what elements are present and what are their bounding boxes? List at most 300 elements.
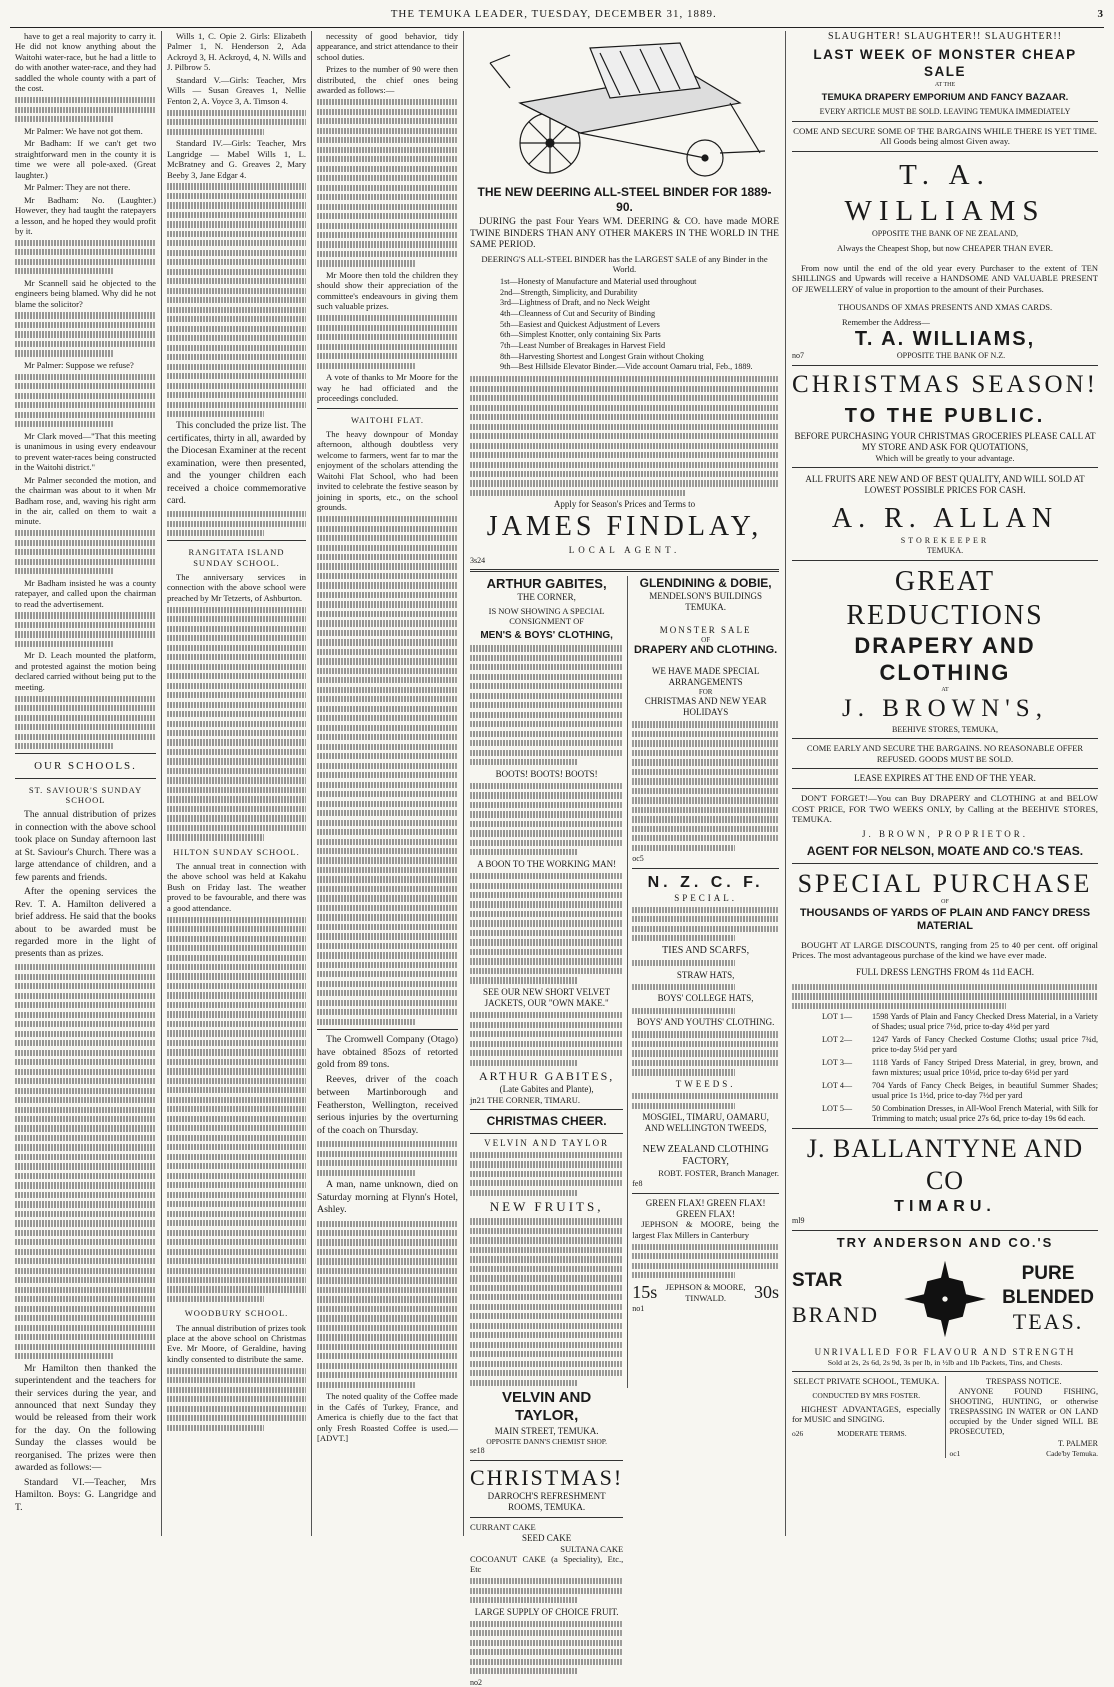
text-line-placeholder (317, 1287, 458, 1293)
text-line-placeholder (167, 616, 306, 622)
article-paragraph: Reeves, driver of the coach between Martinborough and Featherston, Wellington, received serious injuries by the overturning of the coach on Thursday. (317, 1074, 458, 1137)
text-line-placeholder (470, 443, 779, 449)
brown-line: DRAPERY AND CLOTHING (854, 633, 1036, 685)
darroch-currant: CURRANT CAKE (470, 1522, 536, 1533)
jephson-place: TINWALD. (685, 1292, 727, 1303)
slaughter-come: COME AND SECURE SOME OF THE BARGAINS WHILE THERE IS YET TIME. All Goods being almost Given away. (793, 125, 1097, 147)
text-line-placeholder (167, 231, 306, 237)
text-line-placeholder (632, 778, 779, 784)
column-1 (10, 31, 162, 1536)
text-line-placeholder (167, 1049, 306, 1055)
text-line-placeholder (15, 1163, 156, 1169)
text-line-placeholder (167, 221, 306, 227)
section-heading: OUR SCHOOLS. (34, 760, 137, 773)
trespass-heading: TRESPASS NOTICE. (985, 1376, 1062, 1387)
text-line-placeholder (317, 1258, 458, 1264)
article-paragraph: Mr Badham: No. (Laughter.) However, they had taught the ratepayers a lesson, and he hoped they would profit by it. (15, 194, 156, 237)
ad-code: fe8 (632, 1178, 643, 1188)
text-line-placeholder (470, 386, 779, 392)
gabites-address-text: THE CORNER, TIMARU. (487, 1094, 580, 1105)
text-line-placeholder (167, 259, 306, 265)
text-line-placeholder (317, 1141, 458, 1147)
article-paragraph: Mr D. Leach mounted the platform, and protested against the motion being declared carried without being put to the meeting. (15, 650, 156, 692)
text-line-placeholder (15, 1211, 156, 1217)
gabites-velvet-jackets: SEE OUR NEW SHORT VELVET JACKETS, OUR "OWN MAKE." (483, 986, 611, 1008)
jephson-heading: GREEN FLAX! GREEN FLAX! GREEN FLAX! (645, 1197, 766, 1219)
article-paragraph: The noted quality of the Coffee made in the Cafés of Turkey, France, and America is chiefly due to the fact that only Fresh Roasted Coffee is used.—[ADVT.] (317, 1391, 458, 1444)
text-line-placeholder (317, 535, 458, 541)
darroch-name: DARROCH'S REFRESHMENT ROOMS, TEMUKA. (487, 1491, 606, 1513)
article-paragraph: Mr Clark moved—"That this meeting is unanimous in using every endeavour to prevent water-races being constructed in the Waitohi district." (15, 430, 156, 473)
text-line-placeholder (470, 395, 779, 401)
school-terms: MODERATE TERMS. (837, 1428, 907, 1438)
text-line-placeholder (15, 1107, 156, 1113)
text-line-placeholder (317, 820, 458, 826)
text-line-placeholder (167, 1230, 306, 1236)
text-line-placeholder (317, 639, 458, 645)
text-line-placeholder (15, 641, 114, 647)
text-line-placeholder (317, 1160, 458, 1166)
text-line-placeholder (317, 1372, 458, 1378)
text-line-placeholder (470, 958, 623, 964)
deering-agent: JAMES FINDLAY, (486, 511, 763, 543)
text-line-placeholder (317, 99, 458, 105)
text-line-placeholder (167, 240, 306, 246)
text-line-placeholder (317, 1334, 458, 1340)
text-line-placeholder (15, 1125, 156, 1131)
text-line-placeholder (317, 554, 458, 560)
nzcf-straw-hats: STRAW HATS, (676, 969, 735, 980)
text-line-placeholder (470, 930, 623, 936)
page-number: 3 (1097, 8, 1104, 20)
text-line-placeholder (317, 573, 458, 579)
deering-intro: DURING the past Four Years WM. DEERING & CO. have made MORE TWINE BINDERS THAN ANY OTHER MAKERS IN THE WORLD IN THE SAME PERIOD. (470, 217, 779, 251)
text-line-placeholder (167, 1097, 306, 1103)
text-line-placeholder (167, 973, 306, 979)
text-line-placeholder (167, 945, 306, 951)
text-line-placeholder (15, 1258, 156, 1264)
text-line-placeholder (470, 949, 623, 955)
text-line-placeholder (167, 1258, 306, 1264)
text-line-placeholder (470, 1630, 623, 1636)
text-line-placeholder (167, 1249, 306, 1255)
text-line-placeholder (167, 1068, 306, 1074)
text-line-placeholder (15, 983, 156, 989)
text-line-placeholder (792, 1003, 1006, 1009)
text-line-placeholder (15, 240, 156, 246)
text-line-placeholder (317, 1230, 458, 1236)
text-line-placeholder (470, 1161, 623, 1167)
text-line-placeholder (167, 1396, 306, 1402)
text-line-placeholder (470, 645, 623, 651)
text-line-placeholder (167, 1182, 306, 1188)
deering-point: 2nd—Strength, Simplicity, and Durability (500, 287, 638, 297)
text-line-placeholder (167, 749, 306, 755)
text-line-placeholder (470, 1332, 623, 1338)
text-line-placeholder (470, 490, 686, 496)
jephson-footer (632, 1282, 779, 1304)
text-line-placeholder (167, 202, 306, 208)
text-line-placeholder (15, 412, 156, 418)
text-line-placeholder (632, 845, 735, 851)
ballantyne-special: SPECIAL PURCHASE (797, 868, 1093, 898)
bottom-notices (792, 1376, 1098, 1457)
text-line-placeholder (167, 110, 306, 116)
text-line-placeholder (632, 1069, 735, 1075)
text-line-placeholder (15, 1306, 156, 1312)
text-line-placeholder (167, 673, 306, 679)
column-4-advertisements (464, 31, 786, 1687)
text-line-placeholder (470, 1659, 623, 1665)
deering-point: 3rd—Lightness of Draft, and no Neck Weight (500, 298, 650, 308)
text-line-placeholder (15, 622, 156, 628)
text-line-placeholder (167, 607, 306, 613)
text-line-placeholder (167, 815, 306, 821)
text-line-placeholder (632, 926, 779, 932)
glendining-for: FOR (698, 687, 713, 696)
article-paragraph: After the opening services the Rev. T. A. Hamilton delivered a brief address. He said that the books about to be awarded must be regarded more in the light of presents than as prizes. (15, 886, 156, 960)
column-3 (312, 31, 464, 1536)
jephson-price-right: 30s (753, 1281, 779, 1302)
column-2 (162, 31, 312, 1536)
text-line-placeholder (167, 402, 306, 408)
williams-name-2: T. A. WILLIAMS, (854, 327, 1036, 350)
section-heading: WAITOHI FLAT. (350, 414, 425, 425)
williams-address-2: OPPOSITE THE BANK OF N.Z. (896, 351, 1006, 361)
text-line-placeholder (317, 563, 458, 569)
text-line-placeholder (15, 743, 114, 749)
text-line-placeholder (167, 316, 306, 322)
text-line-placeholder (15, 1220, 156, 1226)
text-line-placeholder (15, 1230, 156, 1236)
text-line-placeholder (15, 568, 114, 574)
text-line-placeholder (317, 886, 458, 892)
text-line-placeholder (15, 1154, 156, 1160)
text-line-placeholder (632, 1103, 735, 1109)
text-line-placeholder (632, 1244, 779, 1250)
text-line-placeholder (317, 725, 458, 731)
brown-at: AT (941, 686, 949, 693)
text-line-placeholder (15, 734, 156, 740)
text-line-placeholder (632, 797, 779, 803)
text-line-placeholder (167, 1030, 306, 1036)
text-line-placeholder (470, 664, 623, 670)
text-line-placeholder (167, 269, 306, 275)
text-line-placeholder (167, 1040, 306, 1046)
brown-great: GREAT REDUCTIONS (846, 565, 1044, 631)
text-line-placeholder (470, 712, 623, 718)
school-conducted-by: CONDUCTED BY MRS FOSTER. (812, 1390, 921, 1400)
text-line-placeholder (15, 402, 156, 408)
ballantyne-lots (822, 1012, 1098, 1124)
text-line-placeholder (470, 721, 623, 727)
text-line-placeholder (167, 721, 306, 727)
brown-agent: AGENT FOR NELSON, MOATE AND CO.'S TEAS. (806, 844, 1084, 859)
text-line-placeholder (632, 1050, 779, 1056)
gabites-sign-2: (Late Gabites and Plante), (499, 1083, 594, 1094)
text-line-placeholder (15, 1069, 156, 1075)
text-line-placeholder (317, 166, 458, 172)
text-line-placeholder (632, 1031, 779, 1037)
text-line-placeholder (167, 917, 306, 923)
text-line-placeholder (317, 867, 458, 873)
text-line-placeholder (317, 1325, 458, 1331)
text-line-placeholder (317, 109, 458, 115)
deering-point: 4th—Cleanness of Cut and Security of Binding (500, 308, 656, 318)
text-line-placeholder (167, 702, 306, 708)
text-line-placeholder (317, 971, 458, 977)
text-line-placeholder (317, 1221, 458, 1227)
text-line-placeholder (167, 664, 306, 670)
article-paragraph: The annual treat in connection with the above school was held at Kakahu Bush on Friday last. The weather proved to be favourable, and there was a good attendance. (167, 860, 306, 913)
text-line-placeholder (167, 992, 306, 998)
velvin-name: VELVIN AND TAYLOR (484, 1137, 610, 1148)
jephson-name: JEPHSON & MOORE, being the largest Flax Millers in Canterbury (632, 1219, 779, 1240)
text-line-placeholder (470, 1218, 623, 1224)
text-line-placeholder (317, 118, 458, 124)
lot-description: 50 Combination Dresses, in All-Wool French Material, with Silk for Trimming to match; usual price 27s 6d, price to-day 19s 6d each. (872, 1104, 1098, 1124)
article-paragraph: Mr Hamilton then thanked the superintendent and the teachers for their services during the year, and announced that next Sunday they would be released from their work for the day. On the following Sunday the classes would be reorganised. The prizes were then awarded as follows:— (15, 1362, 156, 1474)
text-line-placeholder (317, 933, 458, 939)
text-line-placeholder (632, 788, 779, 794)
masthead (10, 8, 1104, 28)
lot-description: 704 Yards of Fancy Check Beiges, in beautiful Summer Shades; usual price 1s 1½d, price to-day 7½d per yard (872, 1081, 1098, 1101)
text-line-placeholder (167, 936, 306, 942)
text-line-placeholder (470, 1342, 623, 1348)
text-line-placeholder (470, 1152, 623, 1158)
text-line-placeholder (470, 759, 577, 765)
article-paragraph: The annual distribution of prizes took place at the above school on Christmas Eve. Mr Moore, of Geraldine, having kindly consented to distribute the same. (167, 1322, 306, 1364)
text-line-placeholder (792, 984, 1098, 990)
text-line-placeholder (167, 825, 306, 831)
deering-point: 6th—Simplest Knotter, only containing Six Parts (500, 330, 661, 340)
velvin-sign: VELVIN AND TAYLOR, (502, 1389, 592, 1425)
text-line-placeholder (15, 249, 156, 255)
text-line-placeholder (632, 1253, 779, 1259)
text-line-placeholder (167, 392, 306, 398)
text-line-placeholder (317, 658, 458, 664)
text-line-placeholder (317, 1151, 458, 1157)
text-line-placeholder (15, 724, 156, 730)
lot-item (822, 1081, 1098, 1101)
text-line-placeholder (317, 829, 458, 835)
text-line-placeholder (317, 744, 458, 750)
lot-description: 1598 Yards of Plain and Fancy Checked Dress Material, in a Variety of Shades; usual price 7½d, price to-day 4½d per yard (872, 1012, 1098, 1032)
nzcf-college-hats: BOYS' COLLEGE HATS, (657, 993, 754, 1004)
text-line-placeholder (317, 630, 458, 636)
text-line-placeholder (317, 649, 458, 655)
glendining-address: MENDELSON'S BUILDINGS TEMUKA. (649, 590, 763, 612)
text-line-placeholder (470, 1649, 623, 1655)
text-line-placeholder (632, 935, 735, 941)
jephson-sign: JEPHSON & MOORE, (665, 1282, 746, 1293)
lot-label: LOT 1— (822, 1012, 853, 1022)
text-line-placeholder (15, 1249, 156, 1255)
article-paragraph: The heavy downpour of Monday afternoon, although doubtless very welcome to farmers, went far to mar the enjoyment of the scholars attending the Waitohi Flat School, who had been invited to celebrate the festive season by joining in sports, etc., on the school grounds. (317, 428, 458, 513)
text-line-placeholder (317, 363, 416, 369)
article-paragraph: The Cromwell Company (Otago) have obtained 85ozs of retorted gold from 89 tons. (317, 1033, 458, 1071)
gabites-address (470, 1095, 623, 1105)
text-line-placeholder (632, 750, 779, 756)
deering-heading: THE NEW DEERING ALL-STEEL BINDER FOR 1889-90. (477, 185, 772, 214)
deering-point: 5th—Easiest and Quickest Adjustment of Levers (500, 319, 660, 329)
text-line-placeholder (317, 516, 458, 522)
article-paragraph: Mr Badham insisted he was a county ratepayer, and called upon the chairman to read the advertisement. (15, 577, 156, 609)
text-line-placeholder (470, 1640, 623, 1646)
text-line-placeholder (317, 194, 458, 200)
text-line-placeholder (167, 119, 306, 125)
text-line-placeholder (632, 1008, 735, 1014)
ad-code: oc5 (632, 854, 644, 864)
text-line-placeholder (15, 322, 156, 328)
slaughter-at: AT THE (934, 82, 956, 89)
text-line-placeholder (470, 1060, 577, 1066)
text-line-placeholder (470, 1380, 577, 1386)
text-line-placeholder (317, 344, 458, 350)
text-line-placeholder (470, 683, 623, 689)
article-paragraph: The anniversary services in connection with the above school were preached by Mr Tetzerts, of Ashburton. (167, 571, 306, 603)
text-line-placeholder (167, 530, 264, 536)
ad-code: jn21 (470, 1094, 486, 1105)
text-line-placeholder (632, 1093, 779, 1099)
text-line-placeholder (470, 480, 779, 486)
text-line-placeholder (317, 128, 458, 134)
text-line-placeholder (167, 768, 306, 774)
text-line-placeholder (632, 907, 779, 913)
text-line-placeholder (317, 810, 458, 816)
ad-code: 3s24 (470, 555, 486, 565)
text-line-placeholder (317, 990, 458, 996)
ad-code: ml9 (792, 1216, 805, 1226)
text-line-placeholder (15, 1040, 156, 1046)
text-line-placeholder (470, 433, 779, 439)
brown-forget: DON'T FORGET!—You can Buy DRAPERY and CLOTHING at and BELOW COST PRICE, FOR TWO WEEKS ONLY, by Calling at the BEEHIVE STORES, TEMUKA. (792, 793, 1098, 825)
article-paragraph: have to get a real majority to carry it. He did not know anything about the Waitohi water-race, but he had a little to do with another water-race, and they had saddled the whole county with a part of the cost. (15, 31, 156, 94)
anderson-teas: TEAS. (1012, 1308, 1084, 1334)
text-line-placeholder (317, 223, 458, 229)
text-line-placeholder (317, 620, 458, 626)
ad-code: o26 (792, 1428, 804, 1438)
text-line-placeholder (470, 1031, 623, 1037)
text-line-placeholder (15, 393, 156, 399)
article-paragraph: Mr Palmer: We have not got them. (24, 125, 143, 136)
text-line-placeholder (167, 955, 306, 961)
allan-season: CHRISTMAS SEASON! (792, 371, 1098, 398)
lot-label: LOT 5— (822, 1104, 853, 1114)
text-line-placeholder (317, 734, 458, 740)
article-paragraph: The annual distribution of prizes in connection with the above school took place on Sunday afternoon last at St. Saviour's Church. There was a large attendance of children, and a few parents and friends. (15, 809, 156, 883)
text-line-placeholder (470, 693, 623, 699)
text-line-placeholder (317, 1019, 416, 1025)
text-line-placeholder (167, 1106, 306, 1112)
gabites-name: ARTHUR GABITES, (486, 576, 607, 592)
text-line-placeholder (317, 1249, 458, 1255)
text-line-placeholder (15, 1192, 156, 1198)
text-line-placeholder (15, 1144, 156, 1150)
gabites-corner: THE CORNER, (517, 592, 576, 603)
text-line-placeholder (317, 677, 458, 683)
text-line-placeholder (470, 1351, 623, 1357)
text-line-placeholder (167, 1286, 306, 1292)
text-line-placeholder (167, 834, 264, 840)
text-line-placeholder (167, 1425, 264, 1431)
nzcf-mills: MOSGIEL, TIMARU, OAMARU, AND WELLINGTON TWEEDS, (642, 1112, 769, 1134)
text-line-placeholder (317, 325, 458, 331)
text-line-placeholder (317, 1009, 458, 1015)
text-line-placeholder (167, 297, 306, 303)
text-line-placeholder (317, 1268, 458, 1274)
text-line-placeholder (167, 129, 264, 135)
nzcf-heading: N. Z. C. F. (647, 874, 764, 891)
williams-address: OPPOSITE THE BANK OF NE ZEALAND, (871, 228, 1019, 238)
text-line-placeholder (317, 1363, 458, 1369)
text-line-placeholder (470, 1237, 623, 1243)
glendining-name: GLENDINING & DOBIE, (639, 576, 772, 591)
text-line-placeholder (167, 964, 306, 970)
nzcf-factory: NEW ZEALAND CLOTHING FACTORY, (642, 1144, 769, 1168)
text-line-placeholder (167, 1144, 306, 1150)
allan-advantage: Which will be greatly to your advantage. (875, 452, 1015, 463)
gabites-boon: A BOON TO THE WORKING MAN! (477, 858, 617, 869)
text-line-placeholder (317, 260, 416, 266)
text-line-placeholder (632, 816, 779, 822)
text-line-placeholder (167, 1201, 306, 1207)
velvin-fruits: NEW FRUITS, (489, 1199, 604, 1215)
text-line-placeholder (470, 405, 779, 411)
text-line-placeholder (167, 193, 306, 199)
text-line-placeholder (15, 631, 156, 637)
text-line-placeholder (317, 839, 458, 845)
text-line-placeholder (317, 914, 458, 920)
text-line-placeholder (15, 341, 156, 347)
text-line-placeholder (167, 777, 306, 783)
gabites-intro: IS NOW SHOWING A SPECIAL CONSIGNMENT OF (488, 606, 605, 627)
text-line-placeholder (167, 383, 306, 389)
article-paragraph: Mr Palmer: Suppose we refuse? (24, 359, 134, 370)
velvin-address: MAIN STREET, TEMUKA. (494, 1425, 599, 1436)
gabites-velvin-darroch-column (470, 576, 628, 1687)
text-line-placeholder (317, 601, 458, 607)
text-line-placeholder (167, 654, 306, 660)
glendining-nzcf-jephson-column (628, 576, 779, 1388)
article-paragraph: A man, name unknown, died on Saturday morning at Flynn's Hotel, Ashley. (317, 1179, 458, 1216)
lot-item (822, 1035, 1098, 1055)
text-line-placeholder (632, 835, 779, 841)
darroch-stock: LARGE SUPPLY OF CHOICE FRUIT. (474, 1606, 619, 1617)
text-line-placeholder (470, 731, 623, 737)
text-line-placeholder (632, 1272, 735, 1278)
deering-point: 7th—Least Number of Breakages in Harvest Field (500, 340, 666, 350)
text-line-placeholder (470, 920, 623, 926)
text-line-placeholder (167, 1011, 306, 1017)
text-line-placeholder (167, 683, 306, 689)
lot-label: LOT 4— (822, 1081, 853, 1091)
text-line-placeholder (167, 1192, 306, 1198)
text-line-placeholder (15, 1012, 156, 1018)
trespass-sign-2: Cade'by Temuka. (1046, 1448, 1098, 1458)
text-line-placeholder (470, 1247, 623, 1253)
text-line-placeholder (15, 1296, 156, 1302)
article-paragraph: Standard V.—Girls: Teacher, Mrs Wills — Susan Greaves 1, Nellie Fenton 2, A. Voyce 3, A. Timson 4. (167, 74, 306, 106)
text-line-placeholder (317, 753, 458, 759)
text-line-placeholder (470, 821, 623, 827)
article-paragraph: necessity of good behavior, tidy appearance, and strict attendance to their school duties. (317, 31, 458, 62)
text-line-placeholder (632, 769, 779, 775)
ballantyne-place: TIMARU. (894, 1197, 996, 1215)
article-paragraph: Mr Palmer seconded the motion, and the chairman was about to it when Mr Badham rose, and, waving his right arm in the air, called on them to wait a minute. (15, 474, 156, 527)
text-line-placeholder (470, 830, 623, 836)
text-line-placeholder (15, 1002, 156, 1008)
